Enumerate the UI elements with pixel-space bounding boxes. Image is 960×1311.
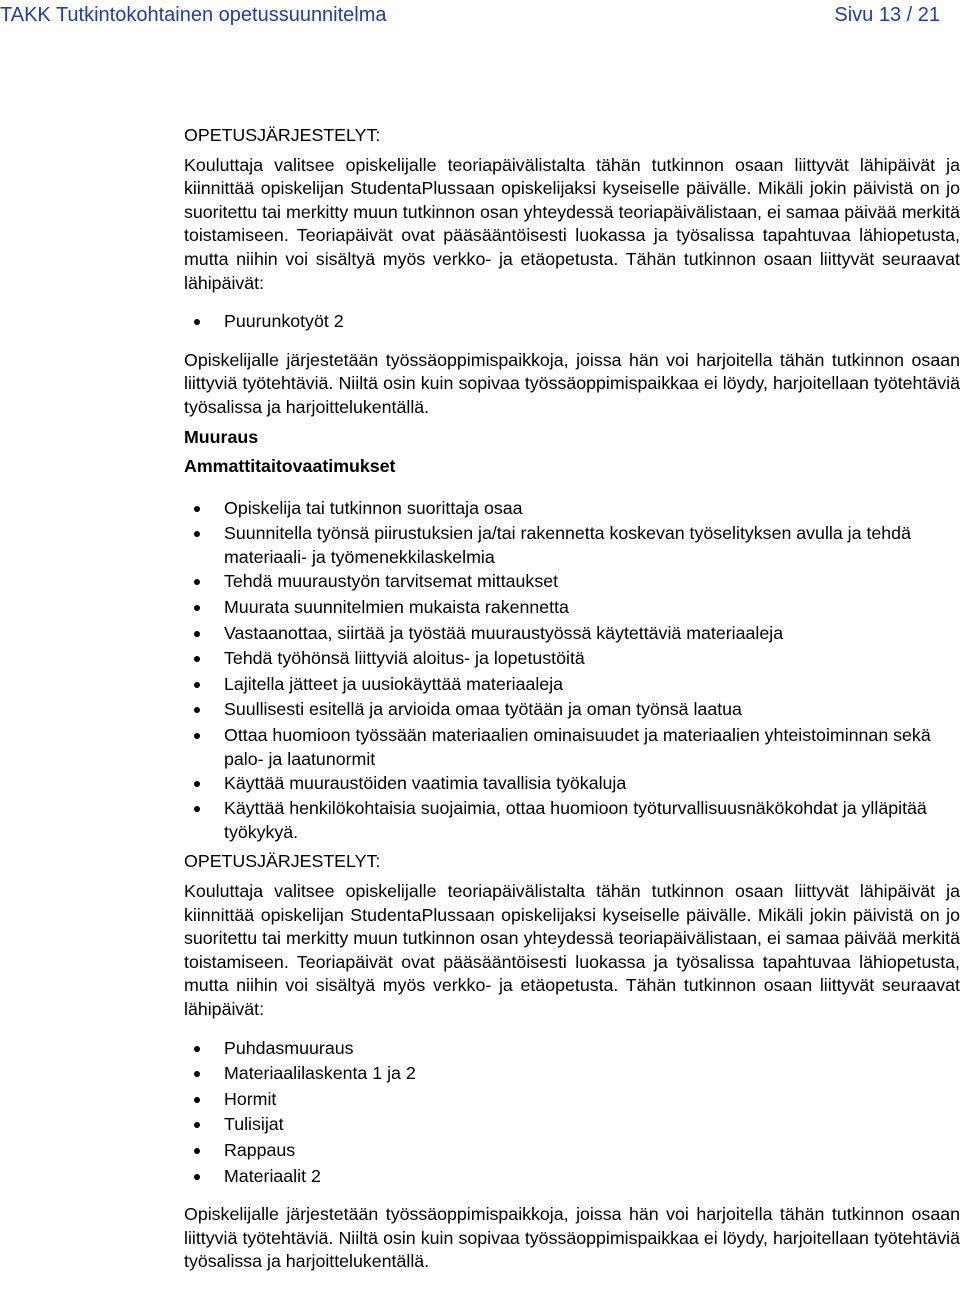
- arrangement-paragraph: Kouluttaja valitsee opiskelijalle teoriapäivälistalta tähän tutkinnon osaan liittyvät lähipäivät ja kiinnittää opiskelijan StudentaPlussaan opiskelijaksi kyseiselle päivälle. Mikäli jokin päivistä on jo suoritettu tai merkitty muun tutkinnon osan yhteydessä teoriapäivälistaan, ei samaa päivää merkitä toistamiseen. Teoriapäivät ovat pääsääntöisesti luokassa ja työsalissa tapahtuvaa lähiopetusta, mutta niihin voi sisältyä myös verkko- ja etäopetusta. Tähän tutkinnon osaan liittyvät seuraavat lähipäivät:: [184, 154, 960, 293]
- list-item: Puhdasmuuraus: [184, 1036, 960, 1062]
- list-item: Materiaalilaskenta 1 ja 2: [184, 1061, 960, 1087]
- list-item: Lajitella jätteet ja uusiokäyttää materiaaleja: [184, 672, 960, 698]
- document-title: TAKK Tutkintokohtainen opetussuunnitelma: [0, 4, 387, 26]
- list-item: Suullisesti esitellä ja arvioida omaa työtään ja oman työnsä laatua: [184, 697, 960, 723]
- list-item: Suunnitella työnsä piirustuksien ja/tai rakennetta koskevan työselityksen avulla ja tehdä materiaali- ja työmenekkilaskelmia: [184, 521, 960, 569]
- list-item: Puurunkotyöt 2: [184, 309, 960, 335]
- requirements-heading: Ammattitaitovaatimukset: [184, 456, 396, 477]
- list-item: Tehdä työhönsä liittyviä aloitus- ja lopetustöitä: [184, 646, 960, 672]
- list-item: Tehdä muuraustyön tarvitsemat mittaukset: [184, 569, 960, 595]
- document-body: [184, 124, 960, 1274]
- arrangement-paragraph: Kouluttaja valitsee opiskelijalle teoriapäivälistalta tähän tutkinnon osaan liittyvät lähipäivät ja kiinnittää opiskelijan StudentaPlussaan opiskelijaksi kyseiselle päivälle. Mikäli jokin päivistä on jo suoritettu tai merkitty muun tutkinnon osan yhteydessä teoriapäivälistaan, ei samaa päivää merkitä toistamiseen. Teoriapäivät ovat pääsääntöisesti luokassa ja työsalissa tapahtuvaa lähiopetusta, mutta niihin voi sisältyä myös verkko- ja etäopetusta. Tähän tutkinnon osaan liittyvät seuraavat lähipäivät:: [184, 881, 960, 1020]
- section-heading: OPETUSJÄRJESTELYT:: [184, 125, 381, 145]
- page-number: Sivu 13 / 21: [834, 4, 940, 26]
- list-item: Muurata suunnitelmien mukaista rakennetta: [184, 595, 960, 621]
- contact-days-list: [184, 1036, 960, 1190]
- requirements-list: [184, 496, 960, 845]
- module-title: Muuraus: [184, 426, 259, 447]
- list-item: Ottaa huomioon työssään materiaalien ominaisuudet ja materiaalien yhteistoiminnan sekä palo- ja laatunormit: [184, 723, 960, 771]
- list-item: Tulisijat: [184, 1112, 960, 1138]
- contact-days-list: [184, 309, 960, 335]
- list-item: Käyttää muuraustöiden vaatimia tavallisia työkaluja: [184, 771, 960, 797]
- practice-paragraph: Opiskelijalle järjestetään työssäoppimispaikkoja, joissa hän voi harjoitella tähän tutkinnon osaan liittyviä työtehtäviä. Niiltä osin kuin sopivaa työssäoppimispaikkaa ei löydy, harjoitellaan työtehtäviä työsalissa ja harjoittelukentällä.: [184, 349, 960, 417]
- list-item: Materiaalit 2: [184, 1164, 960, 1190]
- list-item: Rappaus: [184, 1138, 960, 1164]
- list-item: Hormit: [184, 1087, 960, 1113]
- list-item: Vastaanottaa, siirtää ja työstää muuraustyössä käytettäviä materiaaleja: [184, 621, 960, 647]
- page-header: [0, 4, 940, 28]
- list-item: Opiskelija tai tutkinnon suorittaja osaa: [184, 496, 960, 522]
- section-heading: OPETUSJÄRJESTELYT:: [184, 851, 381, 872]
- practice-paragraph: Opiskelijalle järjestetään työssäoppimispaikkoja, joissa hän voi harjoitella tähän tutkinnon osaan liittyviä työtehtäviä. Niiltä osin kuin sopivaa työssäoppimispaikkaa ei löydy, harjoitellaan työtehtäviä työsalissa ja harjoittelukentällä.: [184, 1204, 960, 1272]
- list-item: Käyttää henkilökohtaisia suojaimia, ottaa huomioon työturvallisuusnäkökohdat ja ylläpitää työkykyä.: [184, 796, 960, 844]
